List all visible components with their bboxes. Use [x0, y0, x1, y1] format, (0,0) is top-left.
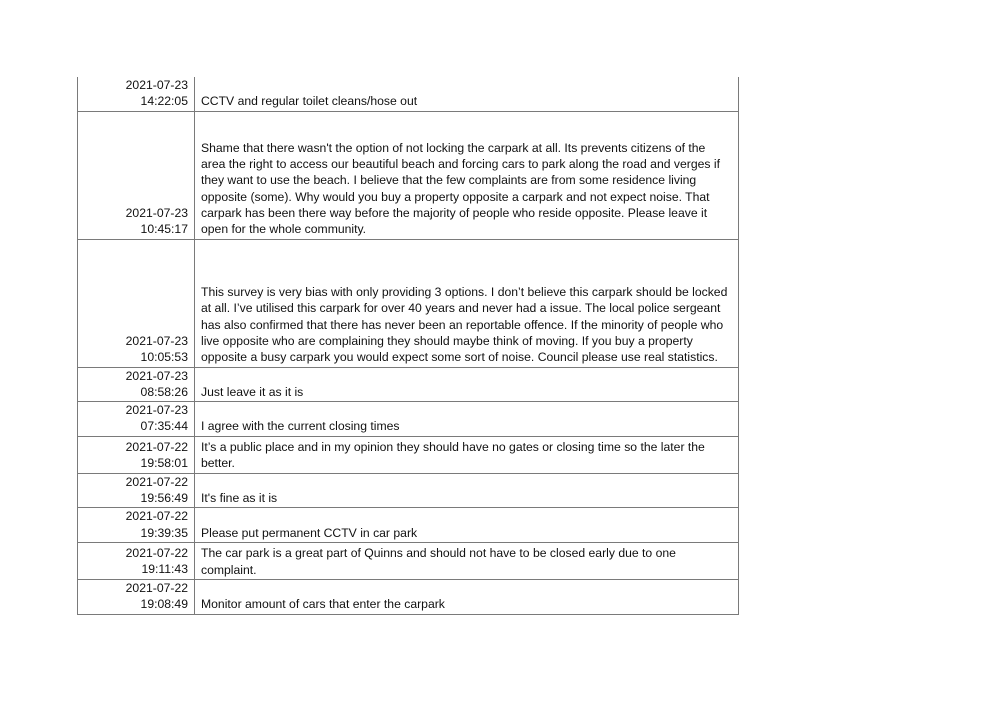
response-date: 2021-07-22: [125, 580, 188, 595]
response-timestamp: [78, 579, 195, 614]
response-date: 2021-07-23: [125, 368, 188, 383]
table-row: [78, 508, 739, 543]
response-date: 2021-07-22: [125, 545, 188, 560]
response-time: 14:22:05: [140, 94, 188, 109]
table-row: [78, 436, 739, 473]
response-timestamp: [78, 542, 195, 579]
response-timestamp: [78, 473, 195, 508]
table-row: [78, 473, 739, 508]
response-date: 2021-07-23: [125, 206, 188, 220]
table-row: [78, 239, 739, 367]
response-date: 2021-07-23: [125, 334, 188, 348]
response-comment: The car park is a great part of Quinns and should not have to be closed early due to one complaint.: [195, 542, 739, 579]
table-row: [78, 579, 739, 614]
response-timestamp: [78, 508, 195, 543]
response-timestamp: [78, 77, 195, 111]
response-time: 10:05:53: [140, 350, 188, 365]
response-comment: It's fine as it is: [195, 473, 739, 508]
table-row: [78, 111, 739, 239]
response-date: 2021-07-22: [125, 509, 188, 524]
response-comment: Shame that there wasn't the option of not locking the carpark at all. Its prevents citizens of the area the right to access our beautiful beach and forcing cars to park along the road and verges if they want to use the beach. I believe that the few complaints are from some residence living opposite (some). Why would you buy a property opposite a carpark and not expect noise. That carpark has been there way before the majority of people who reside opposite. Please leave it open for the whole community.: [195, 111, 739, 239]
response-time: 19:39:35: [140, 525, 188, 540]
response-date: 2021-07-22: [125, 474, 188, 489]
response-timestamp: [78, 436, 195, 473]
response-time: 10:45:17: [140, 222, 188, 237]
table-row: [78, 367, 739, 402]
response-time: 19:11:43: [141, 562, 188, 577]
response-comment: CCTV and regular toilet cleans/hose out: [195, 77, 739, 111]
table-row: [78, 542, 739, 579]
response-comment: I agree with the current closing times: [195, 402, 739, 437]
response-comment: This survey is very bias with only providing 3 options. I don’t believe this carpark should be locked at all. I’ve utilised this carpark for over 40 years and never had a issue. The local police sergeant has also confirmed that there has never been an reportable offence. If the minority of people who live opposite who are complaining they should maybe think of moving. If you buy a property opposite a busy carpark you would expect some sort of noise. Council please use real statistics.: [195, 239, 739, 367]
response-timestamp: [78, 367, 195, 402]
response-time: 19:08:49: [140, 597, 188, 612]
response-timestamp: [78, 239, 195, 367]
response-time: 19:56:49: [140, 491, 188, 506]
response-time: 19:58:01: [140, 456, 188, 471]
response-comment: Monitor amount of cars that enter the carpark: [195, 579, 739, 614]
response-time: 08:58:26: [140, 384, 188, 399]
response-timestamp: [78, 111, 195, 239]
table-row: [78, 77, 739, 111]
response-comment: It’s a public place and in my opinion they should have no gates or closing time so the later the better.: [195, 436, 739, 473]
table-row: [78, 402, 739, 437]
response-time: 07:35:44: [140, 419, 188, 434]
response-comment: Just leave it as it is: [195, 367, 739, 402]
response-date: 2021-07-23: [125, 78, 188, 92]
response-date: 2021-07-23: [125, 403, 188, 418]
response-comment: Please put permanent CCTV in car park: [195, 508, 739, 543]
response-date: 2021-07-22: [125, 439, 188, 454]
response-timestamp: [78, 402, 195, 437]
survey-responses-table: [77, 77, 739, 615]
